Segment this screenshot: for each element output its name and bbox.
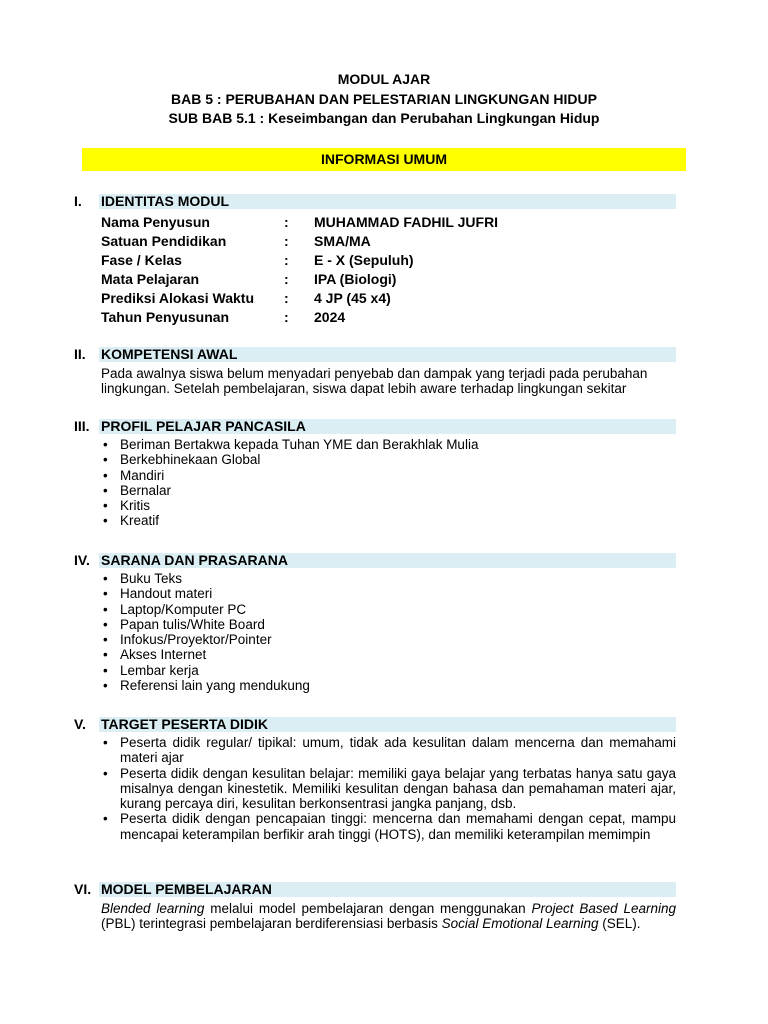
section-number: IV. (74, 552, 90, 568)
list-item (101, 452, 676, 467)
list-item (101, 468, 676, 483)
header-chapter: BAB 5 : PERUBAHAN DAN PELESTARIAN LINGKUNGAN HIDUP (171, 90, 597, 107)
row-value: 4 JP (45 x4) (314, 290, 391, 306)
section-target-peserta-didik (72, 717, 676, 842)
list-item-text: Lembar kerja (120, 662, 199, 678)
bullet-icon: • (103, 616, 108, 632)
list-item (101, 632, 676, 647)
identitas-table (101, 213, 676, 327)
bullet-icon: • (103, 735, 108, 750)
identitas-row (101, 308, 676, 327)
section-title: SARANA DAN PRASARANA (101, 552, 288, 568)
list-item (101, 437, 676, 452)
list-item-text: Akses Internet (120, 647, 207, 663)
list-item-text: Berkebhinekaan Global (120, 452, 261, 468)
row-label: Nama Penyusun (101, 214, 210, 230)
row-separator: : (284, 271, 289, 287)
section-heading (72, 882, 676, 897)
list-item (101, 617, 676, 632)
list-item (101, 766, 676, 812)
bullet-icon: • (103, 662, 108, 678)
section-kompetensi-awal (72, 347, 676, 397)
section-heading (72, 717, 676, 732)
term-project-based-learning: Project Based Learning (531, 901, 676, 916)
list-item (101, 602, 676, 617)
section-heading (72, 347, 676, 362)
list-item-text: Referensi lain yang mendukung (120, 678, 310, 694)
row-value: MUHAMMAD FADHIL JUFRI (314, 214, 499, 230)
section-number: I. (74, 193, 82, 209)
list-item-text: Peserta didik regular/ tipikal: umum, tidak ada kesulitan dalam mencerna dan memahami materi ajar (120, 735, 676, 766)
bullet-icon: • (103, 811, 108, 827)
term-social-emotional-learning: Social Emotional Learning (441, 916, 599, 932)
row-value: SMA/MA (314, 233, 371, 249)
header-title: MODUL AJAR (337, 71, 431, 87)
section-model-pembelajaran (72, 882, 676, 932)
row-separator: : (284, 233, 289, 249)
list-item-text: Papan tulis/White Board (120, 616, 265, 632)
term-blended-learning: Blended learning (101, 901, 205, 916)
row-label: Fase / Kelas (101, 252, 182, 268)
section-number: VI. (74, 881, 92, 897)
kompetensi-text: Pada awalnya siswa belum menyadari penyebab dan dampak yang terjadi pada perubahan lingkungan. Setelah pembelajaran, siswa dapat lebih aware terhadap lingkungan sekitar (101, 366, 648, 397)
list-item (101, 571, 676, 586)
section-heading (72, 419, 676, 434)
identitas-row (101, 251, 676, 270)
list-item-text: Infokus/Proyektor/Pointer (120, 632, 272, 648)
row-label: Satuan Pendidikan (101, 233, 227, 249)
list-item-text: Handout materi (120, 586, 213, 602)
identitas-row (101, 232, 676, 251)
bullet-icon: • (103, 437, 108, 452)
bullet-icon: • (103, 571, 108, 586)
list-item (101, 483, 676, 498)
target-list (101, 735, 676, 842)
section-number: V. (74, 716, 86, 732)
list-item-text: Bernalar (120, 482, 172, 498)
list-item-text: Peserta didik dengan kesulitan belajar: memiliki gaya belajar yang terbatas hanya satu gaya misalnya dengan kinestetik. Memiliki kesulitan dengan bahasa dan pemahaman materi ajar, kurang percaya diri, kesulitan berkonsentrasi jangka panjang, dsb. (120, 765, 676, 812)
section-profil-pelajar-pancasila (72, 419, 676, 529)
section-title: MODEL PEMBELAJARAN (101, 881, 272, 897)
bullet-icon: • (103, 482, 108, 498)
document-header (0, 70, 768, 129)
bullet-icon: • (103, 498, 108, 514)
list-item-text: Beriman Bertakwa kepada Tuhan YME dan Berakhlak Mulia (120, 437, 479, 452)
section-number: III. (74, 418, 90, 434)
list-item-text: Kreatif (120, 513, 160, 529)
row-separator: : (284, 290, 289, 306)
bullet-icon: • (103, 765, 108, 781)
identitas-row (101, 213, 676, 232)
bullet-icon: • (103, 452, 108, 468)
section-title: IDENTITAS MODUL (101, 193, 230, 209)
informasi-umum-banner: INFORMASI UMUM (82, 148, 686, 171)
sarana-list (101, 571, 676, 693)
section-sarana-prasarana (72, 553, 676, 693)
section-title: TARGET PESERTA DIDIK (101, 716, 268, 732)
list-item (101, 513, 676, 528)
row-separator: : (284, 214, 289, 230)
section-identitas-modul (72, 194, 676, 327)
list-item-text: Kritis (120, 498, 150, 514)
section-heading (72, 553, 676, 568)
list-item-text: Laptop/Komputer PC (120, 601, 247, 617)
bullet-icon: • (103, 647, 108, 663)
list-item (101, 663, 676, 678)
bullet-icon: • (103, 632, 108, 648)
text-segment: melalui model pembelajaran dengan menggunakan (204, 901, 532, 916)
row-label: Prediksi Alokasi Waktu (101, 290, 255, 306)
row-separator: : (284, 252, 289, 268)
bullet-icon: • (103, 513, 108, 529)
list-item-text: Peserta didik dengan pencapaian tinggi: mencerna dan memahami dengan cepat, mampu mencapai keterampilan berfikir arah tinggi (HOTS), dan memiliki keterampilan memimpin (120, 811, 676, 842)
text-segment: (PBL) terintegrasi pembelajaran berdiferensiasi berbasis (101, 916, 442, 932)
list-item (101, 811, 676, 842)
list-item (101, 586, 676, 601)
bullet-icon: • (103, 601, 108, 617)
row-separator: : (284, 309, 289, 325)
row-value: 2024 (314, 309, 346, 325)
list-item (101, 678, 676, 693)
model-text (101, 901, 676, 932)
row-label: Mata Pelajaran (101, 271, 200, 287)
bullet-icon: • (103, 678, 108, 694)
bullet-icon: • (103, 586, 108, 602)
text-segment: (SEL). (598, 916, 641, 932)
identitas-row (101, 270, 676, 289)
section-number: II. (74, 346, 86, 362)
section-title: KOMPETENSI AWAL (101, 346, 238, 362)
list-item (101, 498, 676, 513)
identitas-row (101, 289, 676, 308)
section-title: PROFIL PELAJAR PANCASILA (101, 418, 306, 434)
profil-list (101, 437, 676, 529)
header-subchapter: SUB BAB 5.1 : Keseimbangan dan Perubahan Lingkungan Hidup (168, 110, 600, 126)
row-value: IPA (Biologi) (314, 271, 397, 287)
list-item (101, 735, 676, 766)
list-item (101, 647, 676, 662)
section-heading (72, 194, 676, 209)
list-item-text: Buku Teks (120, 571, 183, 586)
bullet-icon: • (103, 467, 108, 483)
row-label: Tahun Penyusunan (101, 309, 230, 325)
list-item-text: Mandiri (120, 467, 165, 483)
row-value: E - X (Sepuluh) (314, 252, 414, 268)
